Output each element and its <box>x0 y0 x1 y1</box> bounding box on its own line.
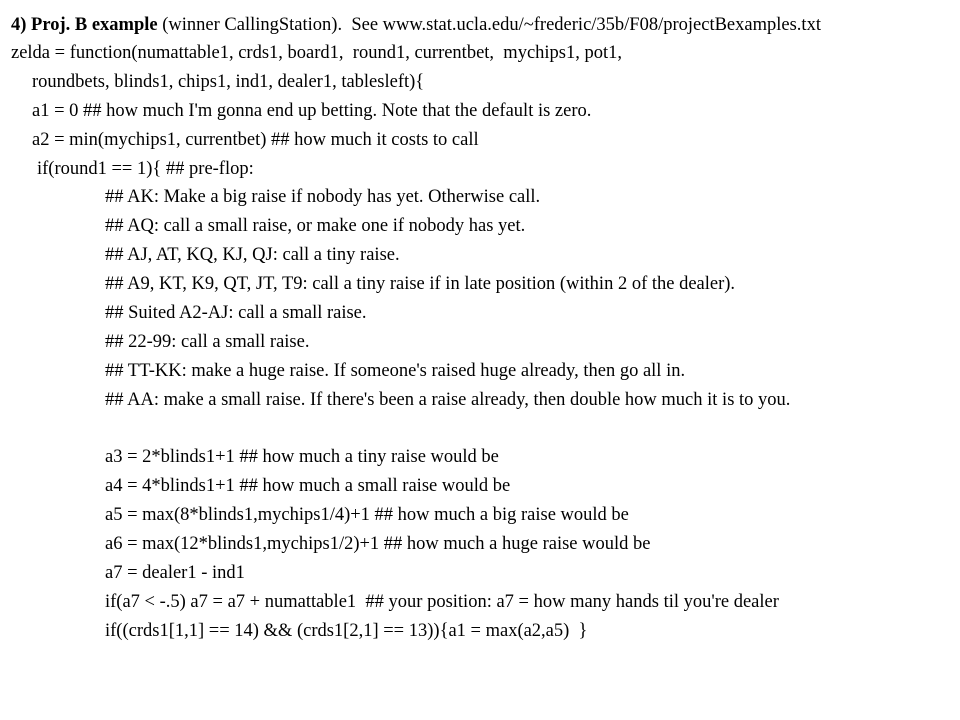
comment-line-suited: ## Suited A2-AJ: call a small raise. <box>105 303 367 323</box>
code-line-a6: a6 = max(12*blinds1,mychips1/2)+1 ## how much a huge raise would be <box>105 534 651 554</box>
heading-line <box>11 14 821 36</box>
code-line-if-round: if(round1 == 1){ ## pre-flop: <box>37 159 254 179</box>
code-line-if-a7: if(a7 < -.5) a7 = a7 + numattable1 ## your position: a7 = how many hands til you're dealer <box>105 592 779 612</box>
code-line-a7: a7 = dealer1 - ind1 <box>105 563 245 583</box>
code-line-a4: a4 = 4*blinds1+1 ## how much a small raise would be <box>105 476 511 496</box>
code-line-function-signature: zelda = function(numattable1, crds1, board1, round1, currentbet, mychips1, pot1, <box>11 43 623 63</box>
code-line-a3: a3 = 2*blinds1+1 ## how much a tiny raise would be <box>105 447 499 467</box>
comment-line-aq: ## AQ: call a small raise, or make one if nobody has yet. <box>105 216 526 236</box>
heading-bold: 4) Proj. B example <box>11 15 158 35</box>
comment-line-a9: ## A9, KT, K9, QT, JT, T9: call a tiny raise if in late position (within 2 of the dealer). <box>105 274 736 294</box>
code-line-if-ak: if((crds1[1,1] == 14) && (crds1[2,1] == 13)){a1 = max(a2,a5) } <box>105 621 588 641</box>
comment-line-aj: ## AJ, AT, KQ, KJ, QJ: call a tiny raise. <box>105 245 400 265</box>
heading-rest: (winner CallingStation). See www.stat.ucla.edu/~frederic/35b/F08/projectBexamples.txt <box>157 15 821 35</box>
code-line-a1: a1 = 0 ## how much I'm gonna end up betting. Note that the default is zero. <box>32 101 592 121</box>
comment-line-aa: ## AA: make a small raise. If there's been a raise already, then double how much it is to you. <box>105 390 791 410</box>
comment-line-ak: ## AK: Make a big raise if nobody has yet. Otherwise call. <box>105 187 541 207</box>
code-line-function-args: roundbets, blinds1, chips1, ind1, dealer1, tablesleft){ <box>32 72 425 92</box>
code-line-a5: a5 = max(8*blinds1,mychips1/4)+1 ## how much a big raise would be <box>105 505 629 525</box>
comment-line-22-99: ## 22-99: call a small raise. <box>105 332 310 352</box>
code-line-a2: a2 = min(mychips1, currentbet) ## how much it costs to call <box>32 130 479 150</box>
comment-line-tt-kk: ## TT-KK: make a huge raise. If someone's raised huge already, then go all in. <box>105 361 686 381</box>
